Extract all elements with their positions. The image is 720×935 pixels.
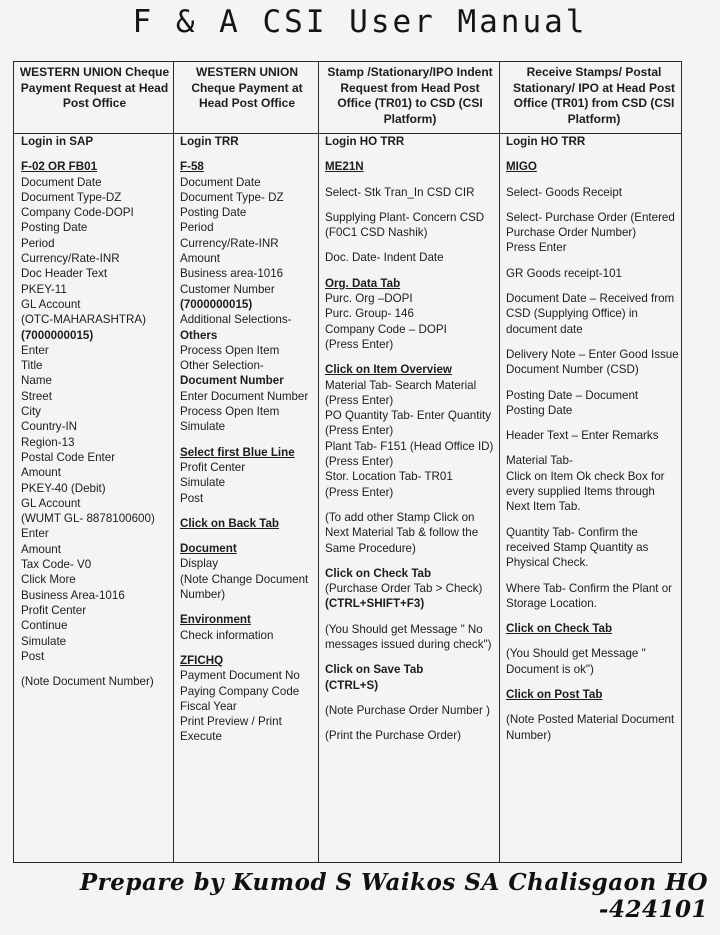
procedure-step: (Press Enter) bbox=[325, 424, 394, 438]
procedure-step: (Note Posted Material Document Number) bbox=[506, 713, 675, 742]
spacer bbox=[325, 200, 495, 210]
procedure-step: Delivery Note – Enter Good Issue Document Number (CSD) bbox=[506, 347, 679, 377]
procedure-step: Business Area-1016 bbox=[21, 588, 125, 602]
column-header-4: Receive Stamps/ Postal Stationary/ IPO at Head Post Office (TR01) from CSD (CSI Platform) bbox=[512, 65, 676, 126]
procedure-step: Others bbox=[180, 328, 218, 342]
procedure-step: Select- Purchase Order (Entered Purchase Order Number) bbox=[506, 210, 675, 240]
procedure-step: Purc. Group- 146 bbox=[325, 307, 414, 321]
procedure-step: Company Code – DOPI bbox=[325, 322, 447, 336]
spacer bbox=[180, 435, 314, 445]
spacer bbox=[506, 636, 679, 646]
procedure-step: Select first Blue Line bbox=[180, 445, 295, 459]
procedure-step: Supplying Plant- Concern CSD (F0C1 CSD Nashik) bbox=[325, 210, 485, 240]
spacer bbox=[506, 378, 679, 388]
spacer bbox=[325, 693, 495, 703]
procedure-step: Profit Center bbox=[21, 603, 87, 617]
procedure-step: Click on Save Tab bbox=[325, 663, 424, 677]
procedure-step: Enter bbox=[21, 527, 49, 541]
procedure-step: Document Type-DZ bbox=[21, 190, 122, 204]
procedure-step: Login HO TRR bbox=[325, 135, 405, 148]
spacer bbox=[325, 652, 495, 662]
procedure-step: Click on Item Overview bbox=[325, 363, 452, 377]
procedure-step: Document Date bbox=[21, 175, 102, 189]
procedure-step: (Press Enter) bbox=[325, 337, 394, 351]
procedure-step: (7000000015) bbox=[21, 328, 94, 342]
procedure-step: Purc. Org –DOPI bbox=[325, 292, 413, 306]
procedure-step: (Press Enter) bbox=[325, 455, 394, 469]
procedure-step: Stor. Location Tab- TR01 bbox=[325, 470, 453, 484]
procedure-step: (You Should get Message " Document is ok") bbox=[506, 647, 646, 676]
procedure-step: PKEY-40 (Debit) bbox=[21, 481, 106, 495]
procedure-step: Process Open Item bbox=[180, 405, 280, 419]
procedure-step: Simulate bbox=[180, 420, 226, 434]
procedure-step: GL Account bbox=[21, 496, 81, 510]
procedure-step: Click on Item Ok check Box for every supplied Items through Next Item Tab. bbox=[506, 469, 665, 514]
procedure-step: Amount bbox=[21, 466, 61, 480]
procedure-step: Enter bbox=[21, 343, 49, 357]
procedure-step: Display bbox=[180, 557, 219, 571]
procedure-step: (CTRL+S) bbox=[325, 678, 379, 692]
spacer bbox=[506, 337, 679, 347]
spacer bbox=[21, 664, 169, 674]
procedure-step: Select- Goods Receipt bbox=[506, 185, 622, 199]
procedure-step: ME21N bbox=[325, 160, 364, 174]
procedure-step: Quantity Tab- Confirm the received Stamp Quantity as Physical Check. bbox=[506, 525, 649, 570]
author-signature: Prepare by Kumod S Waikos SA Chalisgaon HO -424101 bbox=[79, 869, 708, 923]
column-body-3 bbox=[318, 134, 499, 744]
procedure-step: Login HO TRR bbox=[506, 135, 586, 148]
spacer bbox=[325, 266, 495, 276]
procedure-step: Street bbox=[21, 389, 52, 403]
procedure-step: Currency/Rate-INR bbox=[21, 252, 120, 266]
spacer bbox=[506, 443, 679, 453]
procedure-step: (7000000015) bbox=[180, 297, 253, 311]
procedure-step: GL Account bbox=[21, 297, 81, 311]
procedure-step: Material Tab- bbox=[506, 454, 573, 468]
spacer bbox=[325, 149, 495, 159]
procedure-step: Process Open Item bbox=[180, 343, 280, 357]
procedure-step: Execute bbox=[180, 730, 222, 744]
procedure-step: Tax Code- V0 bbox=[21, 558, 92, 572]
procedure-step: Header Text – Enter Remarks bbox=[506, 429, 659, 443]
procedure-step: (Purchase Order Tab > Check) bbox=[325, 582, 483, 596]
spacer bbox=[325, 556, 495, 566]
procedure-step: (Press Enter) bbox=[325, 393, 394, 407]
column-body-1 bbox=[14, 134, 173, 689]
procedure-step: Posting Date – Document Posting Date bbox=[506, 388, 639, 417]
procedure-step: (Note Change Document Number) bbox=[180, 572, 309, 602]
procedure-step: ZFICHQ bbox=[180, 653, 224, 667]
procedure-step: (To add other Stamp Click on Next Material Tab & follow the Same Procedure) bbox=[325, 510, 479, 555]
procedure-step: Where Tab- Confirm the Plant or Storage Location. bbox=[506, 581, 673, 610]
procedure-step: Name bbox=[21, 374, 52, 388]
procedure-step: Post bbox=[180, 491, 204, 505]
procedure-step: Click on Check Tab bbox=[325, 566, 432, 580]
procedure-step: Continue bbox=[21, 619, 68, 633]
procedure-step: Other Selection- bbox=[180, 359, 264, 373]
spacer bbox=[180, 506, 314, 516]
procedure-step: Region-13 bbox=[21, 435, 75, 449]
procedure-step: Customer Number bbox=[180, 282, 275, 296]
procedure-step: Posting Date bbox=[21, 221, 88, 235]
procedure-step: F-02 OR FB01 bbox=[21, 160, 98, 174]
procedure-step: Period bbox=[21, 236, 55, 250]
procedure-step: Postal Code Enter bbox=[21, 450, 116, 464]
procedure-step: (WUMT GL- 8878100600) bbox=[21, 512, 155, 526]
spacer bbox=[325, 718, 495, 728]
procedure-step: Period bbox=[180, 221, 214, 235]
procedure-table bbox=[13, 61, 682, 863]
procedure-step: Post bbox=[21, 649, 45, 663]
spacer bbox=[506, 281, 679, 291]
procedure-step: (CTRL+SHIFT+F3) bbox=[325, 597, 425, 611]
procedure-step: Login in SAP bbox=[21, 135, 94, 148]
spacer bbox=[180, 643, 314, 653]
procedure-step: (You Should get Message " No messages issued during check") bbox=[325, 622, 492, 652]
procedure-step: GR Goods receipt-101 bbox=[506, 266, 622, 280]
page-title: F & A CSI User Manual bbox=[132, 4, 588, 40]
spacer bbox=[506, 256, 679, 266]
spacer bbox=[325, 352, 495, 362]
column-header-2: WESTERN UNION Cheque Payment at Head Post Office bbox=[191, 65, 303, 110]
procedure-step: Title bbox=[21, 359, 43, 373]
spacer bbox=[506, 418, 679, 428]
spacer bbox=[506, 677, 679, 687]
procedure-step: Click on Post Tab bbox=[506, 688, 603, 702]
column-header-3: Stamp /Stationary/IPO Indent Request from Head Post Office (TR01) to CSD (CSI Platform) bbox=[327, 65, 493, 126]
procedure-step: Click More bbox=[21, 573, 76, 587]
procedure-step: Click on Back Tab bbox=[180, 516, 280, 530]
procedure-step: Company Code-DOPI bbox=[21, 206, 134, 220]
procedure-step: PO Quantity Tab- Enter Quantity bbox=[325, 409, 492, 423]
procedure-step: Select- Stk Tran_In CSD CIR bbox=[325, 185, 475, 199]
spacer bbox=[325, 240, 495, 250]
procedure-step: Document Date bbox=[180, 175, 261, 189]
spacer bbox=[325, 175, 495, 185]
procedure-step: Press Enter bbox=[506, 241, 567, 255]
procedure-step: Simulate bbox=[21, 634, 67, 648]
column-header-1: WESTERN UNION Cheque Payment Request at Head Post Office bbox=[19, 65, 170, 110]
spacer bbox=[325, 612, 495, 622]
procedure-step: (Print the Purchase Order) bbox=[325, 729, 461, 743]
procedure-step: Profit Center bbox=[180, 460, 246, 474]
procedure-step: Posting Date bbox=[180, 206, 247, 220]
procedure-step: Simulate bbox=[180, 476, 226, 490]
procedure-step: Click on Check Tab bbox=[506, 622, 613, 636]
spacer bbox=[506, 571, 679, 581]
procedure-step: Material Tab- Search Material bbox=[325, 378, 477, 392]
procedure-step: Business area-1016 bbox=[180, 267, 284, 281]
procedure-step: Environment bbox=[180, 613, 251, 627]
procedure-step: (Note Document Number) bbox=[21, 675, 154, 689]
spacer bbox=[180, 531, 314, 541]
procedure-step: (OTC-MAHARASHTRA) bbox=[21, 313, 146, 327]
procedure-step: Login TRR bbox=[180, 135, 239, 148]
procedure-step: Org. Data Tab bbox=[325, 276, 401, 290]
procedure-step: (Note Purchase Order Number ) bbox=[325, 703, 490, 717]
procedure-step: Plant Tab- F151 (Head Office ID) bbox=[325, 439, 494, 453]
procedure-step: Enter Document Number bbox=[180, 389, 309, 403]
spacer bbox=[180, 602, 314, 612]
procedure-step: Amount bbox=[21, 542, 61, 556]
procedure-step: Doc Header Text bbox=[21, 267, 108, 281]
procedure-step: Document Date – Received from CSD (Supplying Office) in document date bbox=[506, 292, 675, 336]
procedure-step: Check information bbox=[180, 628, 274, 642]
spacer bbox=[506, 515, 679, 525]
spacer bbox=[21, 149, 169, 159]
procedure-step: Doc. Date- Indent Date bbox=[325, 251, 444, 265]
spacer bbox=[506, 149, 679, 159]
spacer bbox=[180, 149, 314, 159]
spacer bbox=[506, 611, 679, 621]
procedure-step: Amount bbox=[180, 252, 220, 266]
procedure-step: MIGO bbox=[506, 160, 537, 174]
procedure-step: F-58 bbox=[180, 160, 204, 174]
spacer bbox=[506, 200, 679, 210]
procedure-step: Additional Selections- bbox=[180, 313, 292, 327]
procedure-step: Country-IN bbox=[21, 420, 78, 434]
column-body-4 bbox=[499, 134, 683, 743]
procedure-step: Document Number bbox=[180, 374, 284, 388]
column-body-2 bbox=[173, 134, 318, 745]
procedure-step: Payment Document No bbox=[180, 669, 300, 683]
spacer bbox=[506, 175, 679, 185]
spacer bbox=[325, 500, 495, 510]
procedure-step: Paying Company Code bbox=[180, 684, 300, 698]
procedure-step: City bbox=[21, 405, 41, 419]
procedure-step: Print Preview / Print bbox=[180, 715, 282, 729]
procedure-step: Document bbox=[180, 542, 237, 556]
procedure-step: Document Type- DZ bbox=[180, 190, 284, 204]
procedure-step: PKEY-11 bbox=[21, 282, 67, 296]
procedure-step: Currency/Rate-INR bbox=[180, 236, 279, 250]
procedure-step: Fiscal Year bbox=[180, 699, 237, 713]
procedure-step: (Press Enter) bbox=[325, 485, 394, 499]
spacer bbox=[506, 702, 679, 712]
